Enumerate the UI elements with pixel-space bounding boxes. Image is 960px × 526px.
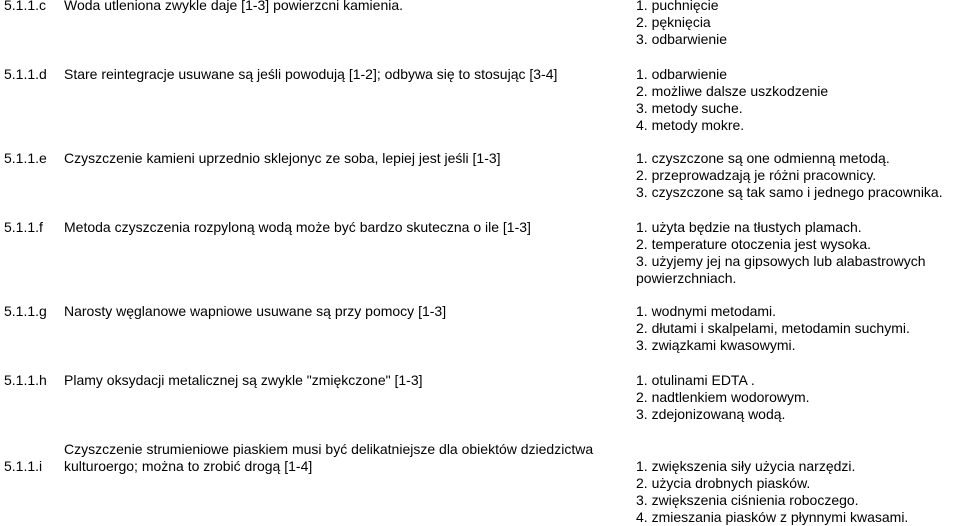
question-text: Czyszczenie strumieniowe piaskiem musi być delikatniejsze dla obiektów dziedzictwa kulturoergo; można to zrobić drogą [1-4]	[64, 441, 594, 474]
answer-option: 1. zwiększenia siły użycia narzędzi.	[636, 458, 856, 474]
answer-options	[636, 303, 960, 354]
answer-option: 1. wodnymi metodami.	[636, 303, 777, 319]
answer-option: 3. zwiększenia ciśnienia roboczego.	[636, 492, 859, 508]
answer-options	[636, 372, 960, 423]
answer-option: 2. użycia drobnych piasków.	[636, 475, 811, 491]
question-text: Metoda czyszczenia rozpyloną wodą może być bardzo skuteczna o ile [1-3]	[64, 219, 531, 235]
answer-option: 2. nadtlenkiem wodorowym.	[636, 389, 810, 405]
answer-option: 1. otulinami EDTA .	[636, 372, 755, 388]
answer-option: 2. możliwe dalsze uszkodzenie	[636, 83, 829, 99]
answer-option: 3. zdejonizowaną wodą.	[636, 406, 786, 422]
question-number: 5.1.1.c	[4, 0, 47, 13]
answer-option: 2. dłutami i skalpelami, metodamin suchymi.	[636, 320, 910, 336]
question-number: 5.1.1.i	[4, 458, 43, 474]
question-text: Czyszczenie kamieni uprzednio sklejonyc ze soba, lepiej jest jeśli [1-3]	[64, 150, 501, 166]
answer-option: 3. czyszczone są tak samo i jednego pracownika.	[636, 184, 943, 200]
answer-option: 2. temperature otoczenia jest wysoka.	[636, 236, 872, 252]
answer-option: 4. metody mokre.	[636, 117, 745, 133]
answer-options	[636, 0, 960, 48]
answer-option: 3. metody suche.	[636, 100, 743, 116]
answer-option: 1. puchnięcie	[636, 0, 719, 13]
answer-option: 3. użyjemy jej na gipsowych lub alabastrowych powierzchniach.	[636, 253, 926, 286]
question-number: 5.1.1.e	[4, 150, 47, 166]
answer-options	[636, 458, 960, 526]
answer-option: 1. odbarwienie	[636, 66, 728, 82]
question-text: Stare reintegracje usuwane są jeśli powodują [1-2]; odbywa się to stosując [3-4]	[64, 66, 558, 82]
answer-option: 4. zmieszania piasków z płynnymi kwasami.	[636, 509, 909, 525]
answer-options	[636, 66, 960, 134]
question-number: 5.1.1.d	[4, 66, 47, 82]
question-text: Narosty węglanowe wapniowe usuwane są przy pomocy [1-3]	[64, 303, 447, 319]
answer-option: 1. czyszczone są one odmienną metodą.	[636, 150, 890, 166]
question-text: Plamy oksydacji metalicznej są zwykle "zmiękczone" [1-3]	[64, 372, 423, 388]
answer-option: 3. odbarwienie	[636, 31, 728, 47]
question-number: 5.1.1.f	[4, 219, 43, 235]
answer-option: 1. użyta będzie na tłustych plamach.	[636, 219, 862, 235]
question-number: 5.1.1.h	[4, 372, 47, 388]
question-text: Woda utleniona zwykle daje [1-3] powierzcni kamienia.	[64, 0, 404, 13]
answer-option: 2. pęknięcia	[636, 14, 711, 30]
answer-options	[636, 150, 960, 201]
answer-option: 3. związkami kwasowymi.	[636, 337, 796, 353]
question-number: 5.1.1.g	[4, 303, 47, 319]
answer-options	[636, 219, 960, 287]
answer-option: 2. przeprowadzają je różni pracownicy.	[636, 167, 877, 183]
